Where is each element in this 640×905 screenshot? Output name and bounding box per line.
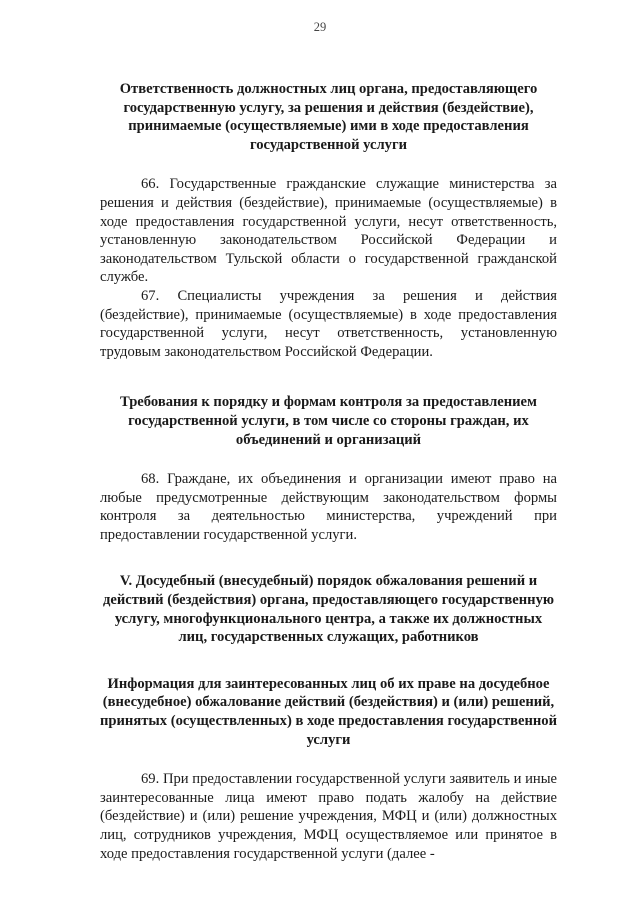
paragraph-66: 66. Государственные гражданские служащие министерства за решения и действия (бездействие), принимаемые (осуществляемые) в ходе предоставления государственной услуги, несут ответственность, установленную законодательством Российской Федерации и законодательством Тульской области о государственной гражданской службе. xyxy=(100,176,557,286)
paragraph-68: 68. Граждане, их объединения и организации имеют право на любые предусмотренные действующим законодательством формы контроля за деятельностью министерства, учреждений при предоставлении государственной услуги. xyxy=(100,471,557,543)
heading-responsibility: Ответственность должностных лиц органа, предоставляющего государственную услугу, за решения и действия (бездействие), принимаемые (осуществляемые) ими в ходе предоставления государственной услуги xyxy=(119,81,538,153)
paragraph-67: 67. Специалисты учреждения за решения и действия (бездействие), принимаемые (осуществляемые) в ходе предоставления государственной услуги, несут ответственность, установленную трудовым законодательством Российской Федерации. xyxy=(100,287,557,360)
heading-appeal-info: Информация для заинтересованных лиц об их праве на досудебное (внесудебное) обжалование действий (бездействия) и (или) решений, принятых (осуществленных) в ходе предоставления государственной услуги xyxy=(100,675,558,748)
page-content xyxy=(100,80,557,863)
heading-control: Требования к порядку и формам контроля за предоставлением государственной услуги, в том числе со стороны граждан, их объединений и организаций xyxy=(120,394,537,448)
page-number: 29 xyxy=(313,20,327,34)
paragraph-69: 69. При предоставлении государственной услуги заявитель и иные заинтересованные лица имеют право подать жалобу на действие (бездействие) и (или) решение учреждения, МФЦ и (или) должностных лиц, сотрудников учреждения, МФЦ осуществляемое или принятое в ходе предоставления государственной услуги (далее - xyxy=(100,771,557,862)
heading-section-v: V. Досудебный (внесудебный) порядок обжалования решений и действий (бездействия) органа, предоставляющего государственную услугу, многофункционального центра, а также их должностных лиц, государственных служащих, работников xyxy=(102,573,555,646)
